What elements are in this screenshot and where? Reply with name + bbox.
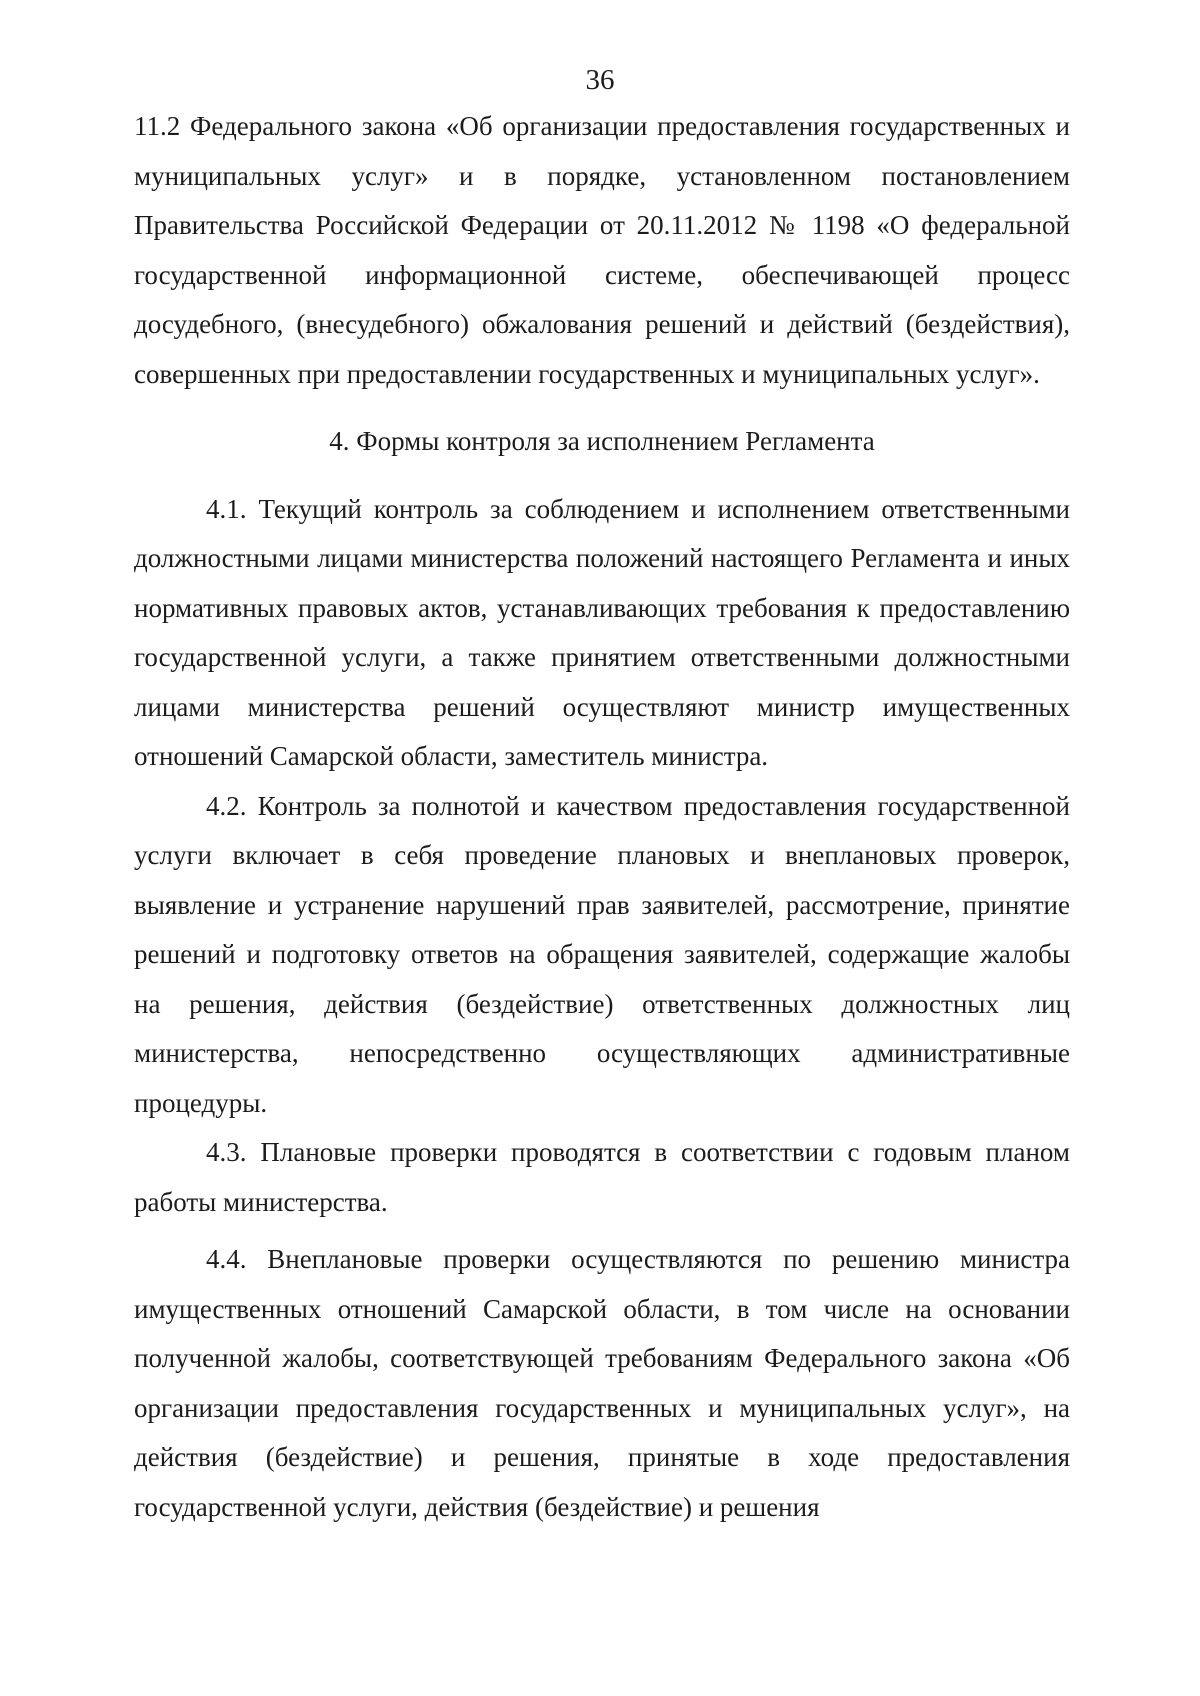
- paragraph-4-2: 4.2. Контроль за полнотой и качеством предоставления государственной услуги включает в себя проведение плановых и внеплановых проверок, выявление и устранение нарушений прав заявителей, рассмотрение, принятие решений и подготовку ответов на обращения заявителей, содержащие жалобы на решения, действия (бездействие) ответственных должностных лиц министерства, непосредственно осуществляющих административные процедуры.: [134, 790, 1070, 1118]
- section-heading: 4. Формы контроля за исполнением Регламента: [329, 426, 875, 456]
- paragraph-4-3: 4.3. Плановые проверки проводятся в соответствии с годовым планом работы министерства.: [134, 1137, 1070, 1217]
- intro-paragraph: 11.2 Федерального закона «Об организации предоставления государственных и муниципальных услуг» и в порядке, установленном постановлением Правительства Российской Федерации от 20.11.2012 № 1198 «О федеральной государственной информационной системе, обеспечивающей процесс досудебного, (внесудебного) обжалования решений и действий (бездействия), совершенных при предоставлении государственных и муниципальных услуг».: [134, 111, 1070, 389]
- page-number: 36: [585, 64, 615, 96]
- document-body: [134, 102, 1070, 1532]
- paragraph-4-4: 4.4. Внеплановые проверки осуществляются по решению министра имущественных отношений Самарской области, в том числе на основании полученной жалобы, соответствующей требованиям Федерального закона «Об организации предоставления государственных и муниципальных услуг», на действия (бездействие) и решения, принятые в ходе предоставления государственной услуги, действия (бездействие) и решения: [134, 1244, 1070, 1522]
- paragraph-4-1: 4.1. Текущий контроль за соблюдением и исполнением ответственными должностными лицами министерства положений настоящего Регламента и иных нормативных правовых актов, устанавливающих требования к предоставлению государственной услуги, а также принятием ответственными должностными лицами министерства решений осуществляют министр имущественных отношений Самарской области, заместитель министра.: [134, 493, 1070, 771]
